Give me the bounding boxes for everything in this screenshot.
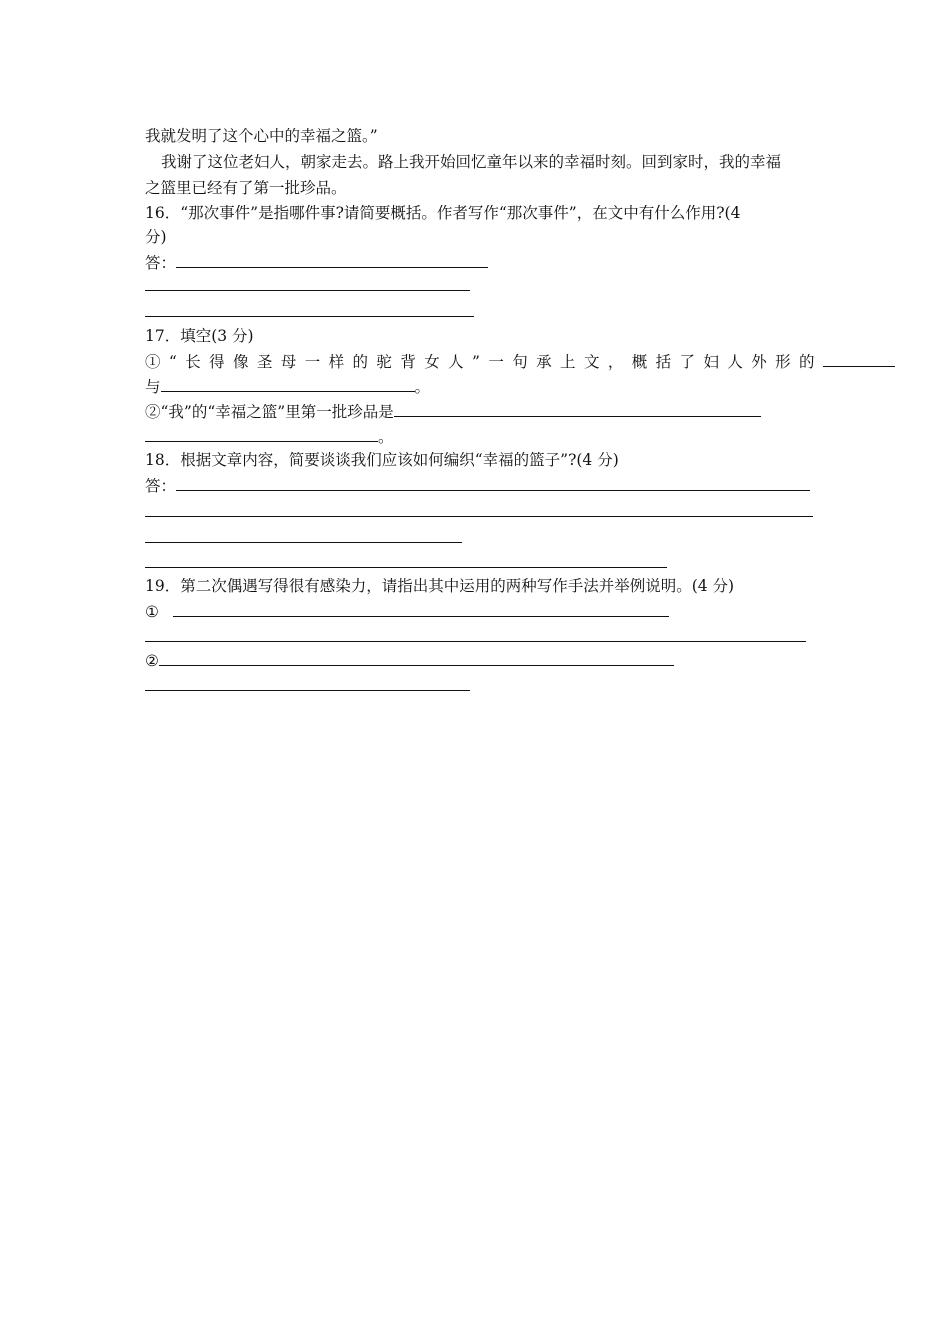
question-16-answer-blank-3[interactable]	[145, 316, 474, 317]
question-17-item-2-cont	[145, 425, 394, 448]
question-17-item-1-text: ①“长得像圣母一样的驼背女人”一句承上文，概括了妇人外形的	[145, 353, 823, 371]
question-16-answer-row	[145, 251, 488, 274]
question-16-answer-blank-1[interactable]	[176, 251, 488, 268]
question-17-title: 17．填空(3 分)	[145, 327, 254, 345]
question-16-text: 16．“那次事件”是指哪件事?请简要概括。作者写作“那次事件”，在文中有什么作用?(4	[145, 204, 741, 222]
question-17-item-1	[145, 350, 895, 373]
question-19-item-1-label: ①	[145, 603, 159, 621]
question-17-item-2	[145, 400, 761, 423]
question-16-answer-label: 答：	[145, 254, 177, 272]
question-17-item-1-cont-text: 与	[145, 378, 161, 396]
question-16-text-cont: 分)	[145, 228, 167, 246]
question-17-item-2-text: ②“我”的“幸福之篮”里第一批珍品是	[145, 403, 394, 421]
question-18-answer-blank-2[interactable]	[145, 516, 813, 517]
question-18-answer-label: 答：	[145, 477, 177, 495]
question-18-answer-blank-1[interactable]	[176, 474, 810, 491]
question-19-item-1	[145, 600, 669, 623]
question-17-item-2-end: 。	[378, 428, 394, 446]
question-19-item-1-blank-a[interactable]	[173, 600, 669, 617]
question-18-answer-row	[145, 474, 810, 497]
passage-line-3: 之篮里已经有了第一批珍品。	[145, 179, 347, 197]
question-19-item-2-label: ②	[145, 652, 159, 670]
question-17-item-1-end: 。	[414, 378, 431, 396]
passage-line-1: 我就发明了这个心中的幸福之篮。”	[145, 127, 378, 145]
question-17-item-1-blank-a[interactable]	[823, 350, 895, 367]
question-18-answer-blank-3[interactable]	[145, 542, 462, 543]
question-16-answer-blank-2[interactable]	[145, 290, 470, 291]
question-19-item-1-blank-b[interactable]	[145, 641, 806, 642]
passage-line-2: 我谢了这位老妇人，朝家走去。路上我开始回忆童年以来的幸福时刻。回到家时，我的幸福	[161, 153, 782, 171]
question-17-item-2-blank-b[interactable]	[145, 425, 378, 442]
question-18-text: 18．根据文章内容，简要谈谈我们应该如何编织“幸福的篮子”?(4 分)	[145, 451, 619, 469]
question-17-item-1-cont	[145, 375, 430, 398]
question-18-answer-blank-4[interactable]	[145, 567, 667, 568]
question-19-item-2	[145, 649, 674, 672]
question-19-item-2-blank-b[interactable]	[145, 690, 470, 691]
question-17-item-2-blank-a[interactable]	[394, 400, 761, 417]
question-19-text: 19．第二次偶遇写得很有感染力，请指出其中运用的两种写作手法并举例说明。(4 分)	[145, 577, 735, 595]
question-17-item-1-blank-b[interactable]	[161, 375, 415, 392]
question-19-item-2-blank-a[interactable]	[159, 649, 674, 666]
